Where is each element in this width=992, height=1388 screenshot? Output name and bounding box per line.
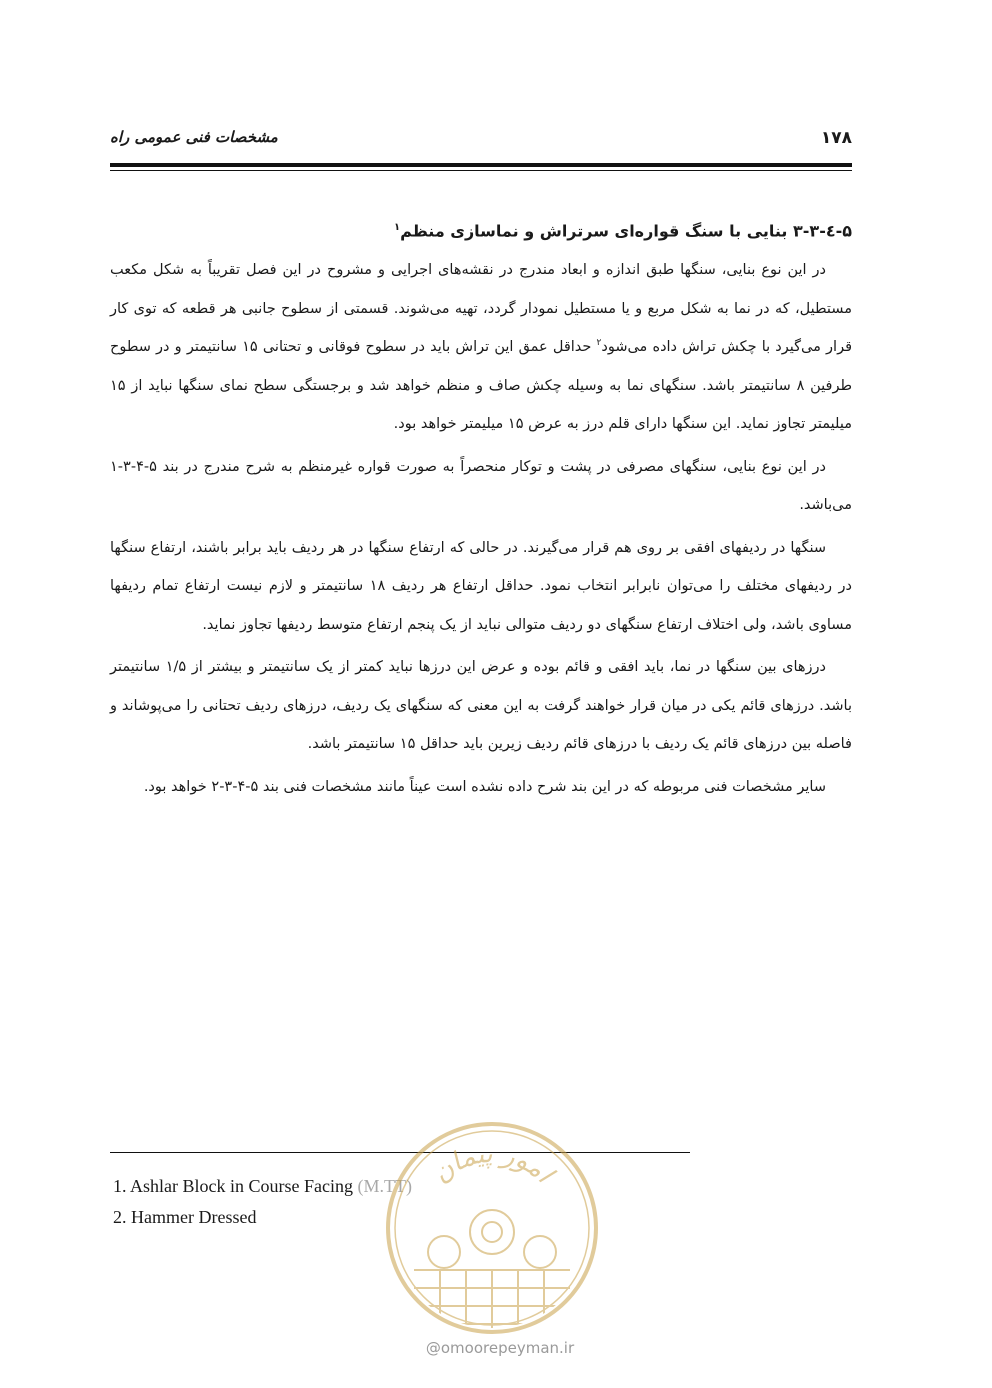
watermark-url: @omoorepeyman.ir xyxy=(425,1339,575,1357)
paragraph-2: در این نوع بنایی، سنگهای مصرفی در پشت و توکار منحصراً به صورت قواره غیرمنظم به شرح مندرج در بند ۵-۴-۳-۱ می‌باشد. xyxy=(110,458,852,514)
watermark-arc-text: امور پیمان xyxy=(426,1138,559,1189)
paragraph-1-part-b: حداقل عمق این تراش باید در سطوح فوقانی و تحتانی ۱۵ سانتیمتر و در سطوح طرفین ۸ سانتیمتر باشد. سنگهای نما به وسیله چکش صاف و منظم خواهد شد و برجستگی سطح نمای سنگها نباید از ۱۵ میلیمتر تجاوز نماید. این سنگها دارای قلم درز به عرض ۱۵ میلیمتر خواهد بود. xyxy=(110,339,852,433)
footnote-1-text: 1. Ashlar Block in Course Facing xyxy=(113,1176,358,1196)
footnote-ref-1: ۱ xyxy=(394,222,401,233)
footnotes xyxy=(113,1171,412,1233)
section-heading xyxy=(110,212,852,247)
paragraph-1 xyxy=(110,251,852,444)
paragraph-4: درزهای بین سنگها در نما، باید افقی و قائم بوده و عرض این درزها نباید کمتر از یک سانتیمتر و بیشتر از ۱/۵ سانتیمتر باشد. درزهای قائم یکی در میان قرار خواهند گرفت به این معنی که سنگهای یک ردیف، درزهای ردیف تحتانی را می‌پوشاند و فاصله بین درزهای قائم یک ردیف با درزهای قائم ردیف زیرین باید حداقل ۱۵ سانتیمتر باشد. xyxy=(110,659,852,753)
header-rule-thick xyxy=(110,163,852,167)
page-header xyxy=(110,128,852,152)
paragraph-5: سایر مشخصات فنی مربوطه که در این بند شرح داده نشده است عیناً مانند مشخصات فنی بند ۵-۴-۳-۲ خواهد بود. xyxy=(143,778,826,795)
page-number: ۱۷۸ xyxy=(820,128,852,148)
paragraph-3: سنگها در ردیفهای افقی بر روی هم قرار می‌گیرند. در حالی که ارتفاع سنگها در هر ردیف باید برابر باشند، ارتفاع سنگها در ردیفهای مختلف را می‌توان نابرابر انتخاب نمود. حداقل ارتفاع هر ردیف ۱۸ سانتیمتر و لازم نیست ارتفاع تمام ردیفها مساوی باشد، ولی اختلاف ارتفاع سنگهای دو ردیف متوالی نباید از یک پنجم ارتفاع متوسط ردیفها تجاوز نماید. xyxy=(110,539,852,633)
footnote-1 xyxy=(113,1171,412,1202)
header-rule-thin xyxy=(110,170,852,171)
paragraph-1-part-a: در این نوع بنایی، سنگها طبق اندازه و ابعاد مندرج در نقشه‌های اجرایی و مشروح در این فصل تقریباً به شکل مکعب مستطیل، که در نما به شکل مربع و یا مستطیل نمودار گردد، تهیه می‌شوند. قسمتی از سطوح جانبی هر قطعه که توی کار قرار می‌گیرد با چکش تراش داده می‌شود xyxy=(110,262,853,356)
footnote-2: 2. Hammer Dressed xyxy=(113,1207,257,1227)
svg-text:امور پیمان xyxy=(427,1139,560,1191)
running-title: مشخصات فنی عمومی راه xyxy=(110,128,278,146)
footnote-1-tag: (M.TT) xyxy=(357,1176,412,1196)
watermark-seal-icon xyxy=(384,1120,600,1336)
section-heading-text: ۵-٤-۳-۳ بنایی با سنگ قواره‌ای سرتراش و نماسازی منظم xyxy=(400,221,852,241)
footnote-ref-2: ۲ xyxy=(596,338,602,349)
page-body xyxy=(110,212,852,810)
